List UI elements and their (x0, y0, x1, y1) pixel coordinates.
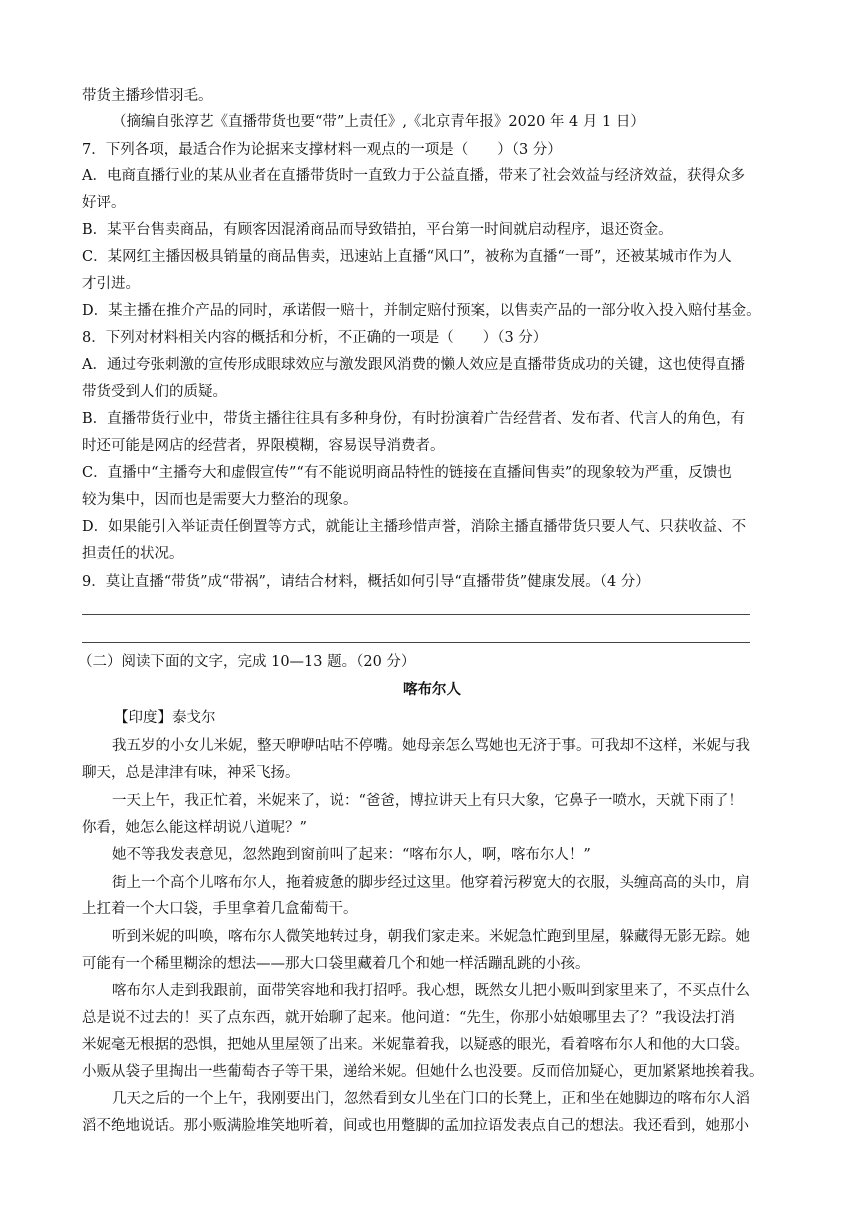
section-heading: （二）阅读下面的文字，完成 10—13 题。（20 分） (78, 654, 416, 670)
q7-option-d: D．某主播在推介产品的同时，承诺假一赔十，并制定赔付预案，以售卖产品的一部分收入投入赔付基金。 (82, 303, 761, 319)
paragraph-line: 她不等我发表意见，忽然跑到窗前叫了起来：“喀布尔人，啊，喀布尔人！” (112, 847, 591, 863)
q7-option-c-cont: 才引进。 (82, 276, 140, 292)
q8-option-d: D．如果能引入举证责任倒置等方式，就能让主播珍惜声誉，消除主播直播带货只要人气、只获收益、不 (82, 519, 747, 535)
passage-author: 【印度】泰戈尔 (114, 710, 216, 726)
passage-title: 喀布尔人 (403, 681, 461, 698)
q8-option-a-cont: 带货受到人们的质疑。 (82, 384, 227, 400)
material-tail-line: 带货主播珍惜羽毛。 (82, 88, 213, 104)
q8-option-b-cont: 时还可能是网店的经营者，界限模糊，容易误导消费者。 (82, 438, 445, 454)
q7-option-c: C．某网红主播因极具销量的商品售卖，迅速站上直播“风口”，被称为直播“一哥”，还被某城市作为人 (82, 249, 732, 265)
q8-option-b: B．直播带货行业中，带货主播往往具有多种身份，有时扮演着广告经营者、发布者、代言人的角色，有 (82, 411, 746, 427)
question-8-stem: 8．下列对材料相关内容的概括和分析，不正确的一项是（ ）（3 分） (82, 330, 548, 346)
q8-option-c: C．直播中“主播夸大和虚假宣传”“有不能说明商品特性的链接在直播间售卖”的现象较为严重，反馈也 (82, 465, 732, 481)
paragraph-line: 几天之后的一个上午，我刚要出门，忽然看到女儿坐在门口的长凳上，正和坐在她脚边的喀布尔人滔 (112, 1091, 750, 1107)
answer-line[interactable] (82, 614, 750, 615)
paragraph-line: 小贩从袋子里掏出一些葡萄杏子等干果，递给米妮。但她什么也没要。反而倍加疑心，更加紧紧地挨着我。 (82, 1064, 764, 1080)
q7-option-a: A．电商直播行业的某从业者在直播带货时一直致力于公益直播，带来了社会效益与经济效益，获得众多 (82, 168, 745, 184)
paragraph-line: 滔不绝地说话。那小贩满脸堆笑地听着，间或也用蹩脚的孟加拉语发表点自己的想法。我还看到，她那小 (82, 1118, 749, 1134)
paragraph-line: 街上一个高个儿喀布尔人，拖着疲惫的脚步经过这里。他穿着污秽宽大的衣服，头缠高高的头巾，肩 (112, 875, 750, 891)
q8-option-c-cont: 较为集中，因而也是需要大力整治的现象。 (82, 492, 358, 508)
q8-option-a: A．通过夸张刺激的宣传形成眼球效应与激发跟风消费的懒人效应是直播带货成功的关键，这也使得直播 (82, 357, 745, 373)
q8-option-d-cont: 担责任的状况。 (82, 546, 184, 562)
paragraph-line: 我五岁的小女儿米妮，整天咿咿咕咕不停嘴。她母亲怎么骂她也无济于事。可我却不这样，米妮与我 (112, 738, 750, 754)
answer-line[interactable] (82, 642, 750, 643)
question-7-stem: 7．下列各项，最适合作为论据来支撑材料一观点的一项是（ ）（3 分） (82, 142, 562, 158)
paragraph-line: 聊天，总是津津有味，神采飞扬。 (82, 765, 300, 781)
paragraph-line: 可能有一个稀里糊涂的想法——那大口袋里藏着几个和她一样活蹦乱跳的小孩。 (82, 956, 590, 972)
paragraph-line: 总是说不过去的！买了点东西，就开始聊了起来。他问道：“先生，你那小姑娘哪里去了？”我设法打消 (82, 1010, 735, 1026)
paragraph-line: 听到米妮的叫唤，喀布尔人微笑地转过身，朝我们家走来。米妮急忙跑到里屋，躲藏得无影无踪。她 (112, 929, 750, 945)
paragraph-line: 一天上午，我正忙着，米妮来了，说：“爸爸，博拉讲天上有只大象，它鼻子一喷水，天就下雨了！ (112, 793, 743, 809)
paragraph-line: 你看，她怎么能这样胡说八道呢？” (82, 820, 307, 836)
q7-option-b: B．某平台售卖商品，有顾客因混淆商品而导致错拍，平台第一时间就启动程序，退还资金。 (82, 222, 673, 238)
q7-option-a-cont: 好评。 (82, 195, 126, 211)
paragraph-line: 米妮毫无根据的恐惧，把她从里屋领了出来。米妮靠着我，以疑惑的眼光，看着喀布尔人和他的大口袋。 (82, 1037, 749, 1053)
paragraph-line: 喀布尔人走到我跟前，面带笑容地和我打招呼。我心想，既然女儿把小贩叫到家里来了，不买点什么 (112, 983, 750, 999)
source-citation: （摘编自张淳艺《直播带货也要“带”上责任》,《北京青年报》2020 年 4 月 1 日） (112, 114, 645, 130)
question-9-stem: 9．莫让直播“带货”成“带祸”，请结合材料，概括如何引导“直播带货”健康发展。（4 分） (82, 574, 650, 590)
paragraph-line: 上扛着一个大口袋，手里拿着几盒葡萄干。 (82, 901, 358, 917)
